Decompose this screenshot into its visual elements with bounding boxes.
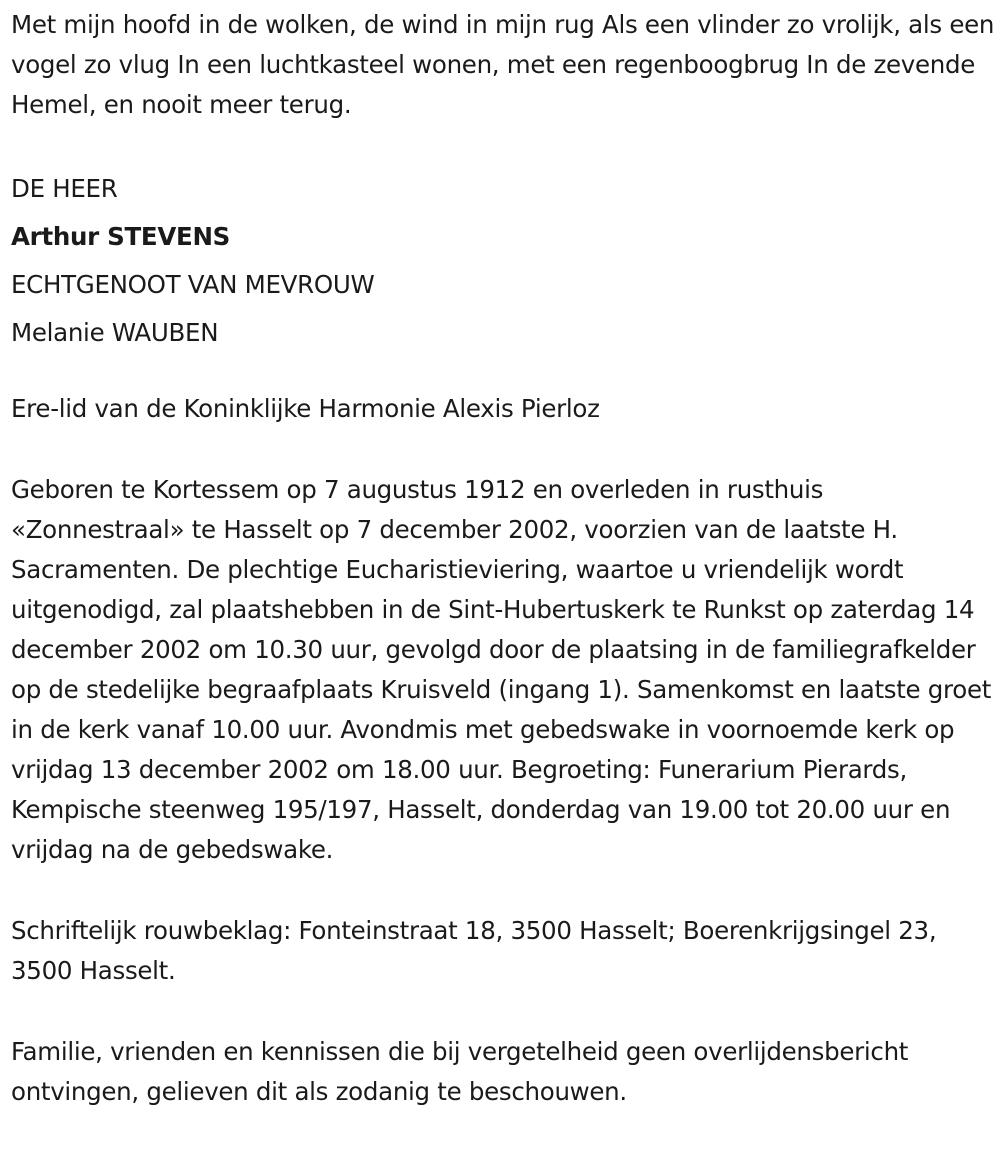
- funeral-details: Geboren te Kortessem op 7 augustus 1912 en overleden in rusthuis «Zonnestraal» te Hasselt op 7 december 2002, voorzien van de laatste H. Sacramenten. De plechtige Eucharistieviering, waartoe u vriendelijk wordt uitgenodigd, zal plaatshebben in de Sint-Hubertuskerk te Runkst op zaterdag 14 december 2002 om 10.30 uur, gevolgd door de plaatsing in de familiegrafkelder op de stedelijke begraafplaats Kruisveld (ingang 1). Samenkomst en laatste groet in de kerk vanaf 10.00 uur. Avondmis met gebedswake in voornoemde kerk op vrijdag 13 december 2002 om 18.00 uur. Begroeting: Funerarium Pierards, Kempische steenweg 195/197, Hasselt, donderdag van 19.00 tot 20.00 uur en vrijdag na de gebedswake.: [11, 475, 992, 864]
- spouse-name: Melanie WAUBEN: [11, 318, 219, 347]
- title-prefix: DE HEER: [11, 174, 118, 203]
- memorial-poem: Met mijn hoofd in de wolken, de wind in mijn rug Als een vlinder zo vrolijk, als een vogel zo vlug In een luchtkasteel wonen, met een regenboogbrug In de zevende Hemel, en nooit meer terug.: [11, 10, 995, 119]
- deceased-header: [11, 165, 1000, 357]
- deceased-name: Arthur STEVENS: [11, 222, 230, 251]
- honorary-membership: Ere-lid van de Koninklijke Harmonie Alexis Pierloz: [11, 394, 600, 423]
- closing-note: Familie, vrienden en kennissen die bij vergetelheid geen overlijdensbericht ontvingen, gelieven dit als zodanig te beschouwen.: [11, 1037, 909, 1106]
- relation-label: ECHTGENOOT VAN MEVROUW: [11, 270, 375, 299]
- condolence-addresses: Schriftelijk rouwbeklag: Fonteinstraat 18, 3500 Hasselt; Boerenkrijgsingel 23, 3500 Hasselt.: [11, 916, 937, 985]
